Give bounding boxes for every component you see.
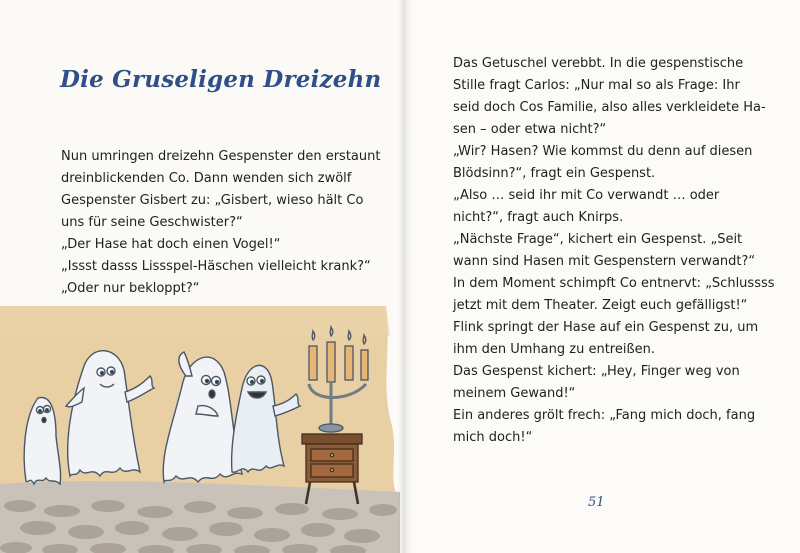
text-line: Nun umringen dreizehn Gespenster den erstaunt	[61, 149, 381, 164]
text-line: Stille fragt Carlos: „Nur mal so als Frage: Ihr	[453, 78, 740, 93]
text-line: Blödsinn?“, fragt ein Gespenst.	[453, 166, 656, 181]
right-page-text	[453, 53, 775, 449]
left-page-text	[61, 146, 380, 300]
text-line: sen – oder etwa nicht?“	[453, 122, 607, 137]
text-line: seid doch Cos Familie, also alles verkleidete Ha-	[453, 100, 766, 115]
text-line: Ein anderes grölt frech: „Fang mich doch, fang	[453, 408, 756, 423]
text-line: „Also … seid ihr mit Co verwandt … oder	[453, 188, 720, 203]
text-line: „Issst dasss Lissspel-Häschen vielleicht krank?“	[61, 259, 371, 274]
text-line: mich doch!“	[453, 430, 533, 445]
text-line: ihm den Umhang zu entreißen.	[453, 342, 656, 357]
text-line: „Oder nur bekloppt?“	[61, 281, 200, 296]
text-line: meinem Gewand!“	[453, 386, 576, 401]
text-line: nicht?“, fragt auch Knirps.	[453, 210, 624, 225]
text-line: Das Getuschel verebbt. In die gespenstische	[453, 56, 744, 71]
text-line: „Wir? Hasen? Wie kommst du denn auf diesen	[453, 144, 753, 159]
text-line: „Der Hase hat doch einen Vogel!“	[61, 237, 281, 252]
ghost-illustration	[0, 306, 404, 553]
text-line: Gespenster Gisbert zu: „Gisbert, wieso hält Co	[61, 193, 364, 208]
text-line: uns für seine Geschwister?“	[61, 215, 243, 230]
page-number: 51	[588, 495, 605, 510]
text-line: wann sind Hasen mit Gespenstern verwandt?“	[453, 254, 756, 269]
chapter-title: Die Gruseligen Dreizehn	[60, 66, 382, 93]
text-line: dreinblickenden Co. Dann wenden sich zwölf	[61, 171, 352, 186]
text-line: Flink springt der Hase auf ein Gespenst zu, um	[453, 320, 759, 335]
text-line: jetzt mit dem Theater. Zeigt euch gefälligst!“	[453, 298, 748, 313]
text-line: In dem Moment schimpft Co entnervt: „Schlussss	[453, 276, 775, 291]
text-line: „Nächste Frage“, kichert ein Gespenst. „Seit	[453, 232, 743, 247]
text-line: Das Gespenst kichert: „Hey, Finger weg von	[453, 364, 740, 379]
book-gutter	[398, 0, 412, 553]
